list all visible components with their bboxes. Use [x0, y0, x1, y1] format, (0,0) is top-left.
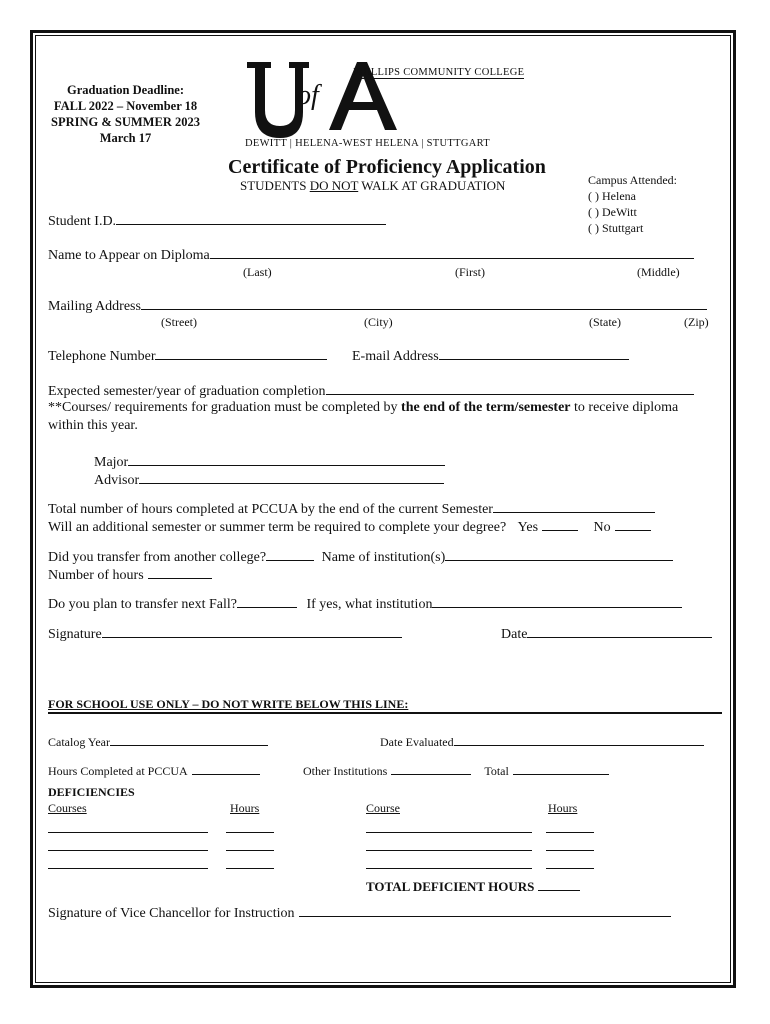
telephone-row: [48, 347, 327, 365]
email-field[interactable]: [439, 347, 629, 360]
total-label: Total: [484, 764, 509, 778]
note-line2: within this year.: [48, 418, 138, 433]
date-row: [501, 625, 712, 643]
name-first-caption: (First): [455, 265, 485, 279]
expected-row: [48, 382, 694, 400]
logo-campuses: DEWITT | HELENA-WEST HELENA | STUTTGART: [245, 138, 490, 149]
number-hours-row: [48, 566, 212, 584]
number-hours-field[interactable]: [148, 566, 212, 579]
additional-no-field[interactable]: [615, 518, 651, 531]
telephone-field[interactable]: [155, 347, 327, 360]
deficiency-hours-field[interactable]: [226, 856, 274, 869]
requirements-note: [48, 400, 678, 416]
if-yes-label: If yes, what institution: [306, 597, 433, 612]
deficiency-course-field[interactable]: [48, 820, 208, 833]
campus-option-stuttgart[interactable]: ( ) Stuttgart: [588, 221, 644, 235]
other-institutions-label: Other Institutions: [303, 764, 388, 778]
catalog-year-label: Catalog Year: [48, 735, 110, 749]
email-label: E-mail Address: [352, 349, 439, 364]
total-hours-row: [48, 500, 655, 518]
date-evaluated-row: [380, 733, 704, 750]
form-title: Certificate of Proficiency Application: [228, 156, 546, 178]
mailing-label: Mailing Address: [48, 299, 141, 314]
major-field[interactable]: [128, 453, 445, 466]
courses-column-header: Courses: [48, 801, 87, 815]
subtitle-pre: STUDENTS: [240, 178, 310, 193]
catalog-year-row: [48, 733, 268, 750]
date-label: Date: [501, 627, 528, 642]
deficiency-course-field[interactable]: [366, 856, 532, 869]
plan-transfer-row: [48, 595, 682, 613]
email-row: [352, 347, 629, 365]
subtitle-emphasis: DO NOT: [309, 178, 359, 193]
total-hours-label: Total number of hours completed at PCCUA by the end of the current Semester: [48, 502, 493, 517]
school-use-heading: FOR SCHOOL USE ONLY – DO NOT WRITE BELOW THIS LINE:: [48, 697, 409, 711]
if-yes-field[interactable]: [432, 595, 682, 608]
deadline-heading: Graduation Deadline:: [66, 83, 185, 97]
date-evaluated-field[interactable]: [454, 733, 704, 746]
mailing-field[interactable]: [141, 297, 707, 310]
total-deficient-label: TOTAL DEFICIENT HOURS: [366, 879, 535, 894]
vc-signature-row: [48, 904, 671, 922]
advisor-label: Advisor: [94, 473, 140, 488]
svg-text:of: of: [297, 80, 319, 111]
transfer-field[interactable]: [266, 548, 314, 561]
uofa-logo: [245, 58, 545, 158]
student-id-row: [48, 212, 386, 230]
name-middle-caption: (Middle): [637, 265, 680, 279]
name-label: Name to Appear on Diploma: [48, 248, 210, 263]
student-id-label: Student I.D.: [48, 214, 117, 229]
total-deficient-field[interactable]: [538, 878, 580, 891]
total-deficient-row: [366, 878, 580, 895]
subtitle-post: WALK AT GRADUATION: [358, 178, 506, 193]
name-field[interactable]: [210, 246, 694, 259]
advisor-row: [94, 471, 444, 489]
campus-option-helena[interactable]: ( ) Helena: [588, 189, 636, 203]
deficiency-hours-field[interactable]: [546, 820, 594, 833]
date-evaluated-label: Date Evaluated: [380, 735, 454, 749]
deficiency-course-field[interactable]: [48, 838, 208, 851]
expected-label: Expected semester/year of graduation completion: [48, 384, 326, 399]
student-id-field[interactable]: [116, 212, 386, 225]
date-field[interactable]: [527, 625, 712, 638]
transfer-row: [48, 548, 673, 566]
campus-option-dewitt[interactable]: ( ) DeWitt: [588, 205, 637, 219]
hours2-column-header: Hours: [548, 801, 578, 815]
note-post: to receive diploma: [570, 400, 679, 415]
mailing-street-caption: (Street): [161, 315, 197, 329]
advisor-field[interactable]: [139, 471, 444, 484]
mailing-state-caption: (State): [589, 315, 621, 329]
telephone-label: Telephone Number: [48, 349, 156, 364]
deadline-spring-date: March 17: [99, 131, 152, 145]
hours-pccua-row: [48, 762, 260, 779]
graduation-deadline: [38, 82, 213, 146]
additional-yes-field[interactable]: [542, 518, 578, 531]
plan-transfer-label: Do you plan to transfer next Fall?: [48, 597, 237, 612]
major-label: Major: [94, 455, 129, 470]
deadline-fall: FALL 2022 – November 18: [53, 99, 198, 113]
deficiency-course-field[interactable]: [366, 820, 532, 833]
deadline-spring: SPRING & SUMMER 2023: [51, 115, 200, 129]
mailing-row: [48, 297, 707, 315]
deficiency-hours-field[interactable]: [226, 838, 274, 851]
additional-term-row: [48, 518, 651, 536]
total-field[interactable]: [513, 762, 609, 775]
campus-attended: [588, 172, 677, 236]
note-pre: **Courses/ requirements for graduation must be completed by: [48, 400, 402, 415]
other-institutions-field[interactable]: [391, 762, 471, 775]
institution-field[interactable]: [445, 548, 673, 561]
deficiency-hours-field[interactable]: [546, 838, 594, 851]
vc-signature-label: Signature of Vice Chancellor for Instruction: [48, 906, 295, 921]
deficiency-hours-field[interactable]: [226, 820, 274, 833]
major-row: [94, 453, 445, 471]
name-row: [48, 246, 694, 264]
additional-yes-label: Yes: [517, 520, 539, 535]
school-use-divider: [48, 712, 722, 714]
institution-label: Name of institution(s): [321, 550, 446, 565]
transfer-label: Did you transfer from another college?: [48, 550, 267, 565]
deficiencies-heading: DEFICIENCIES: [48, 785, 135, 799]
deficiency-course-field[interactable]: [48, 856, 208, 869]
mailing-city-caption: (City): [364, 315, 393, 329]
hours-pccua-field[interactable]: [192, 762, 260, 775]
course-column-header: Course: [366, 801, 400, 815]
hours-pccua-label: Hours Completed at PCCUA: [48, 764, 188, 778]
number-hours-label: Number of hours: [48, 568, 144, 583]
logo-college-name: PHILLIPS COMMUNITY COLLEGE: [353, 67, 525, 78]
deficiency-course-field[interactable]: [366, 838, 532, 851]
signature-field[interactable]: [102, 625, 402, 638]
hours-column-header: Hours: [230, 801, 260, 815]
deficiency-hours-field[interactable]: [546, 856, 594, 869]
total-hours-field[interactable]: [493, 500, 655, 513]
vc-signature-field[interactable]: [299, 904, 671, 917]
name-last-caption: (Last): [243, 265, 272, 279]
other-institutions-row: [303, 762, 609, 779]
expected-field[interactable]: [326, 382, 694, 395]
form-subtitle: [240, 178, 505, 194]
additional-no-label: No: [593, 520, 611, 535]
additional-term-label: Will an additional semester or summer term be required to complete your degree?: [48, 520, 507, 535]
catalog-year-field[interactable]: [110, 733, 268, 746]
note-bold: the end of the term/semester: [401, 400, 571, 415]
signature-row: [48, 625, 402, 643]
mailing-zip-caption: (Zip): [684, 315, 709, 329]
campus-heading: Campus Attended:: [588, 173, 677, 187]
plan-transfer-field[interactable]: [237, 595, 297, 608]
signature-label: Signature: [48, 627, 102, 642]
